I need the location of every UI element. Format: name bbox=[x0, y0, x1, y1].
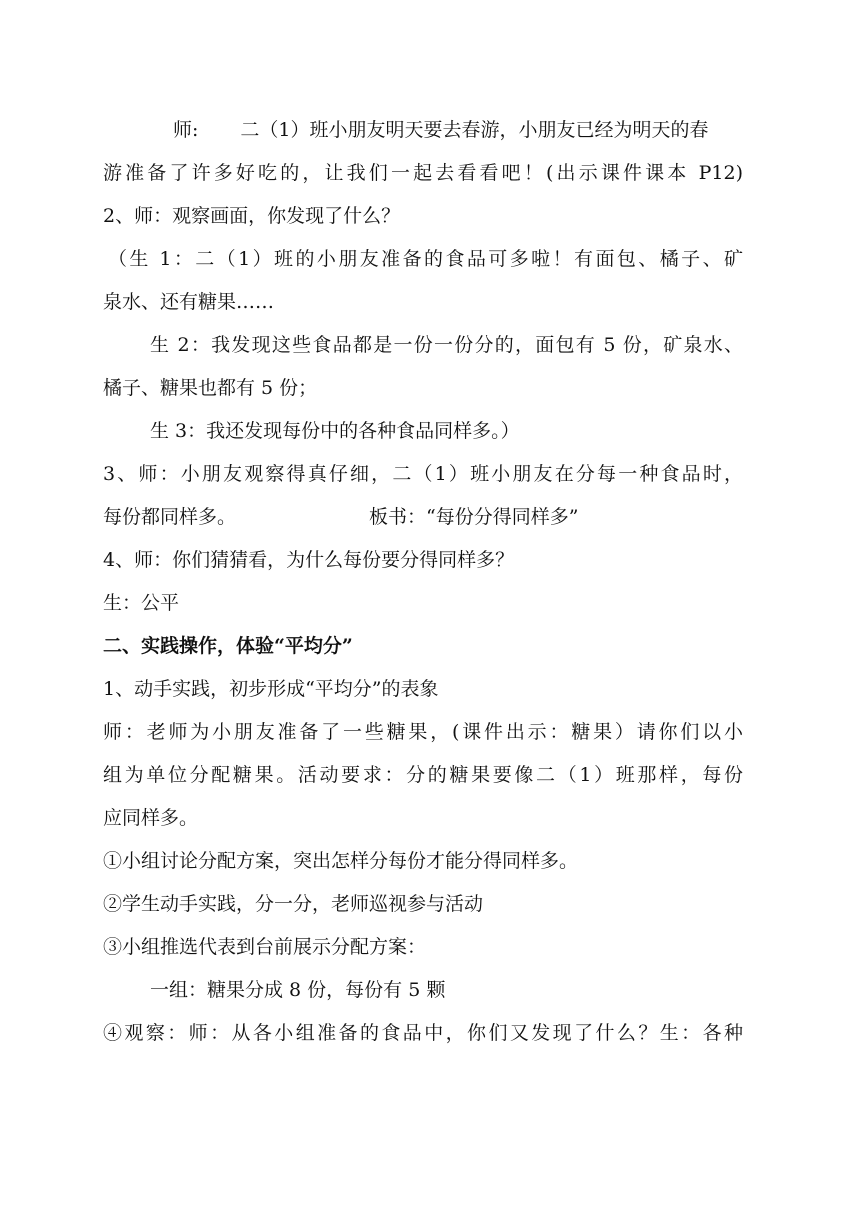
step-1: ①小组讨论分配方案，突出怎样分每份才能分得同样多。 bbox=[103, 850, 579, 872]
step-3: ③小组推选代表到台前展示分配方案： bbox=[103, 936, 427, 958]
blackboard-note: 板书：“每份分得同样多” bbox=[369, 506, 579, 528]
activity-line-3: 应同样多。 bbox=[103, 807, 199, 829]
line-10-text: 每份都同样多。 bbox=[103, 506, 237, 528]
activity-line-1: 师：老师为小朋友准备了一些糖果，(课件出示：糖果）请你们以小 bbox=[103, 721, 743, 743]
question-3-line-1: 3、师：小朋友观察得真仔细，二（1）班小朋友在分每一种食品时， bbox=[103, 463, 743, 485]
question-2: 2、师：观察画面，你发现了什么？ bbox=[103, 205, 401, 227]
line-1-text: 二（1）班小朋友明天要去春游，小朋友已经为明天的春 bbox=[240, 119, 709, 141]
student-2-line-2: 橘子、糖果也都有 5 份； bbox=[103, 377, 318, 399]
question-3-line-2 bbox=[103, 499, 743, 535]
student-2-line-1: 生 2：我发现这些食品都是一份一份分的，面包有 5 份，矿泉水、 bbox=[150, 334, 743, 356]
section-heading-2: 二、实践操作，体验“平均分” bbox=[103, 635, 353, 657]
step-4: ④观察：师：从各小组准备的食品中，你们又发现了什么？生：各种 bbox=[103, 1022, 743, 1044]
question-4: 4、师：你们猜猜看，为什么每份要分得同样多？ bbox=[103, 549, 515, 571]
paragraph-line-2: 游准备了许多好吃的，让我们一起去看看吧！(出示课件课本 P12) bbox=[103, 162, 743, 184]
group-1-result: 一组：糖果分成 8 份，每份有 5 颗 bbox=[150, 979, 446, 1001]
speaker-teacher: 师: bbox=[173, 119, 199, 141]
student-1-line-2: 泉水、还有糖果…… bbox=[103, 291, 275, 313]
student-1-line-1: （生 1：二（1）班的小朋友准备的食品可多啦！有面包、橘子、矿 bbox=[108, 248, 743, 270]
student-answer: 生：公平 bbox=[103, 592, 180, 614]
step-2: ②学生动手实践，分一分，老师巡视参与活动 bbox=[103, 893, 484, 915]
paragraph-line-1 bbox=[173, 112, 743, 148]
student-3-line: 生 3：我还发现每份中的各种食品同样多。） bbox=[150, 420, 520, 442]
subsection-1: 1、动手实践，初步形成“平均分”的表象 bbox=[103, 678, 439, 700]
activity-line-2: 组为单位分配糖果。活动要求：分的糖果要像二（1）班那样，每份 bbox=[103, 764, 743, 786]
